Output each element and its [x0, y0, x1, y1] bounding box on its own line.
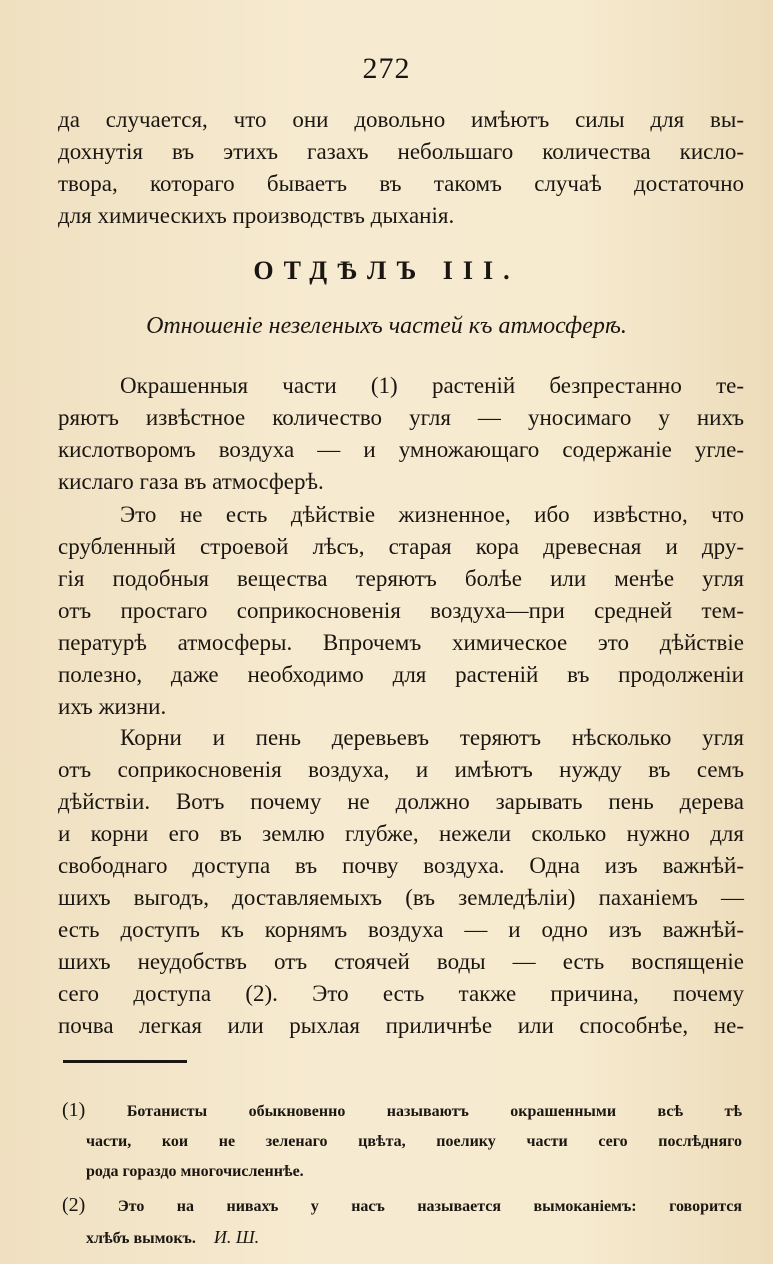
text-line: почва легкая или рыхлая приличнѣе или способнѣе, не-	[58, 1013, 744, 1038]
footnote-1	[62, 1095, 742, 1187]
footnote-line: рода гораздо многочисленнѣе.	[86, 1163, 304, 1180]
footnote-text: Ботанисты обыкновенно называютъ окрашенными всѣ тѣ	[126, 1103, 743, 1120]
text-line: и корни его въ землю глубже, нежели сколько нужно для	[58, 821, 744, 846]
text-line: да случается, что они довольно имѣютъ силы для вы-	[58, 107, 744, 132]
text-line: кислаго газа въ атмосферѣ.	[58, 469, 324, 494]
text-line: ряютъ извѣстное количество угля — уносимаго у нихъ	[58, 405, 744, 430]
paragraph-1	[58, 370, 744, 498]
text-line: отъ соприкосновенія воздуха, и имѣютъ нужду въ семъ	[58, 757, 744, 782]
text-line: шихъ выгодъ, доставляемыхъ (въ земледѣліи) паханіемъ —	[58, 885, 744, 910]
footnote-line: части, кои не зеленаго цвѣта, поелику части сего послѣдняго	[86, 1133, 742, 1150]
text-line: сего доступа (2). Это есть также причина, почему	[58, 981, 744, 1006]
text-line: Это не есть дѣйствіе жизненное, ибо извѣстно, что	[120, 502, 744, 527]
text-line: отъ простаго соприкосновенія воздуха—при средней тем-	[58, 598, 744, 623]
section-heading: ОТДѢЛЪ III.	[253, 256, 520, 285]
text-line: пературѣ атмосферы. Впрочемъ химическое это дѣйствіе	[58, 630, 744, 655]
text-line: свободнаго доступа въ почву воздуха. Одна изъ важнѣй-	[58, 853, 744, 878]
text-line: гія подобныя вещества теряютъ болѣе или менѣе угля	[58, 566, 744, 591]
footnote-line	[62, 1095, 742, 1127]
footnote-mark: (1)	[62, 1099, 86, 1121]
text-line: шихъ неудобствъ отъ стоячей воды — есть воспященіе	[58, 949, 744, 974]
footnote-line	[62, 1222, 742, 1254]
text-line: Окрашенныя части (1) растеній безпрестанно те-	[120, 373, 744, 398]
text-line: для химическихъ производствъ дыханія.	[58, 203, 455, 228]
footnote-line	[62, 1190, 742, 1222]
section-subtitle: Отношеніе незеленыхъ частей къ атмосферѣ.	[146, 313, 627, 339]
text-line: ихъ жизни.	[58, 694, 167, 719]
text-line: есть доступъ къ корнямъ воздуха — и одно изъ важнѣй-	[58, 917, 744, 942]
text-line: дохнутія въ этихъ газахъ небольшаго количества кисло-	[58, 139, 744, 164]
intro-paragraph	[58, 104, 744, 232]
text-line: кислотворомъ воздуха — и умножающаго содержаніе угле-	[58, 437, 744, 462]
text-line: Корни и пень деревьевъ теряютъ нѣсколько угля	[120, 725, 744, 750]
paragraph-2	[58, 499, 744, 723]
footnote-text: хлѣбъ вымокъ.	[86, 1230, 196, 1247]
page-number: 272	[362, 52, 411, 85]
text-line: срубленный строевой лѣсъ, старая кора древесная и дру-	[58, 534, 744, 559]
footnote-2	[62, 1190, 742, 1254]
footnote-text: Это на нивахъ у насъ называется вымоканіемъ: говорится	[117, 1198, 743, 1215]
paragraph-3	[58, 722, 744, 1042]
footnote-signature: И. Ш.	[213, 1227, 260, 1247]
text-line: твора, котораго бываетъ въ такомъ случаѣ достаточно	[58, 171, 744, 196]
footnote-mark: (2)	[62, 1194, 86, 1216]
text-line: полезно, даже необходимо для растеній въ продолженіи	[58, 662, 744, 687]
footnote-divider	[63, 1060, 187, 1063]
text-line: дѣйствіи. Вотъ почему не должно зарывать пень дерева	[58, 789, 744, 814]
